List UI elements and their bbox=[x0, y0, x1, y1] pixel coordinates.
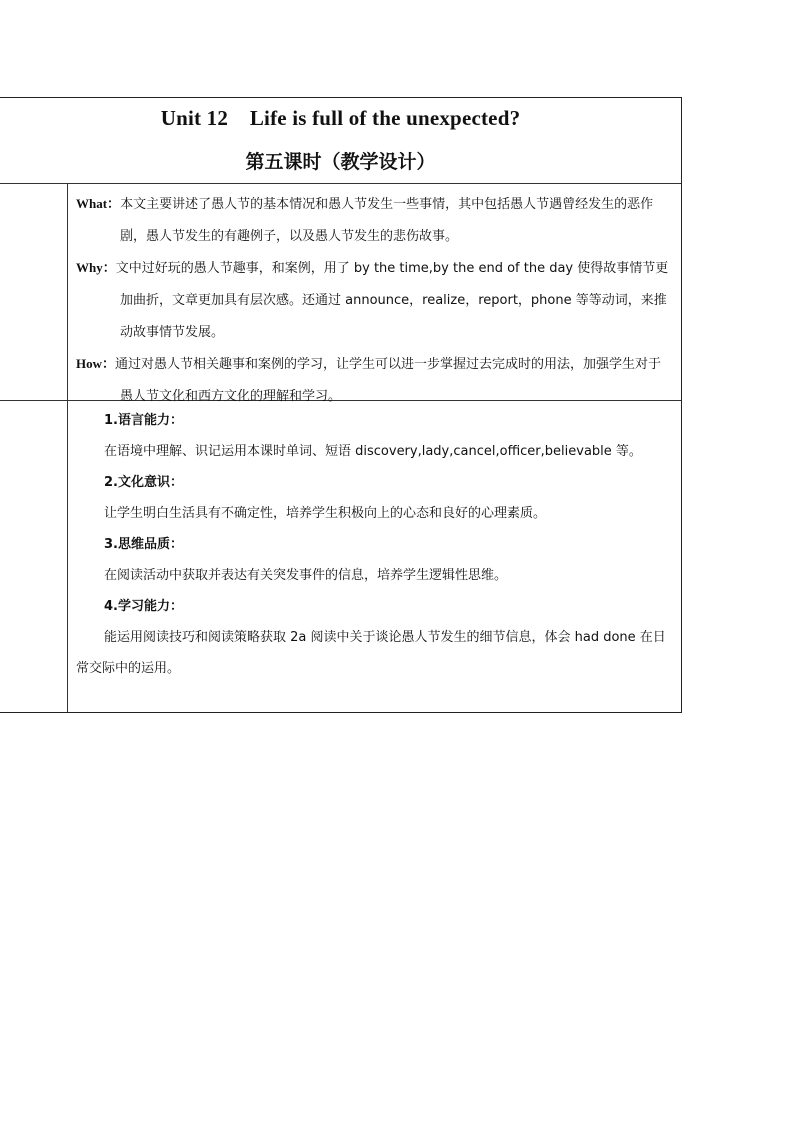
goal-text-culture: 让学生明白生活具有不确定性，培养学生积极向上的心态和良好的心理素质。 bbox=[104, 506, 547, 521]
goal-heading-learning: 4.学习能力： bbox=[104, 599, 183, 614]
unit-title: Unit 12 Life is full of the unexpected? bbox=[160, 106, 521, 130]
text-analysis-row bbox=[0, 184, 681, 404]
analysis-content-cell bbox=[68, 184, 681, 404]
goal-text-thinking: 在阅读活动中获取并表达有关突发事件的信息，培养学生逻辑性思维。 bbox=[104, 568, 508, 583]
goals-content-cell bbox=[68, 401, 681, 712]
goal-heading-language: 1.语言能力： bbox=[104, 413, 183, 428]
title-row bbox=[0, 98, 681, 184]
analysis-what: What：本文主要讲述了愚人节的基本情况和愚人节发生一些事情，其中包括愚人节遇曾经发生的恶作剧，愚人节发生的有趣例子，以及愚人节发生的悲伤故事。 bbox=[76, 196, 654, 244]
goal-heading-thinking: 3.思维品质： bbox=[104, 537, 183, 552]
goal-heading-culture: 2.文化意识： bbox=[104, 475, 183, 490]
goals-label-cell bbox=[0, 401, 68, 712]
analysis-why: Why：文中过好玩的愚人节趣事，和案例，用了 by the time,by the end of the day 使得故事情节更加曲折，文章更加具有层次感。还通过 announce，realize，report，phone 等等动词，来推动故事情节发展。 bbox=[76, 260, 669, 340]
teaching-goals-row bbox=[0, 401, 681, 713]
analysis-label-cell bbox=[0, 184, 68, 400]
goal-text-learning: 能运用阅读技巧和阅读策略获取 2a 阅读中关于谈论愚人节发生的细节信息，体会 had done 在日常交际中的运用。 bbox=[76, 630, 666, 676]
lesson-plan-table bbox=[0, 97, 682, 713]
lesson-title: 第五课时（教学设计） bbox=[245, 151, 436, 173]
analysis-how: How：通过对愚人节相关趣事和案例的学习，让学生可以进一步掌握过去完成时的用法，加强学生对于愚人节文化和西方文化的理解和学习。 bbox=[76, 356, 662, 404]
goal-text-language: 在语境中理解、识记运用本课时单词、短语 discovery,lady,cancel,officer,believable 等。 bbox=[104, 444, 642, 459]
